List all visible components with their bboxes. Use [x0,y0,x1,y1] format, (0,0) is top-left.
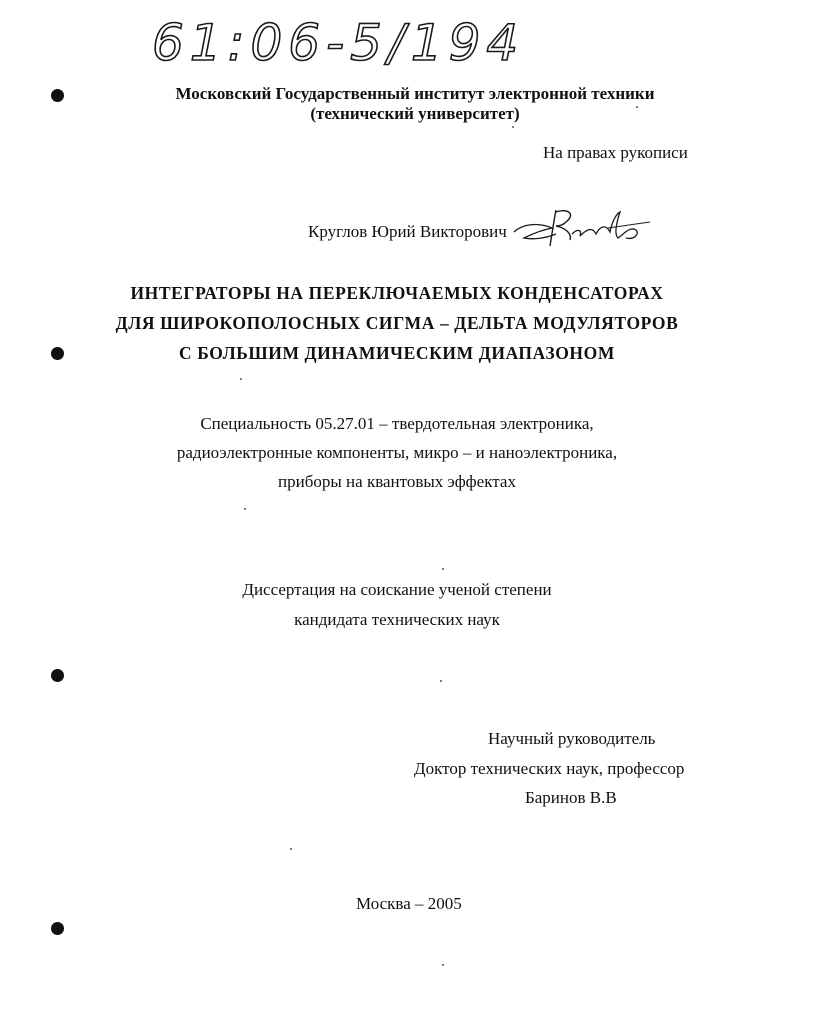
punch-hole [51,669,64,682]
place-year: Москва – 2005 [356,894,462,913]
scan-speck [512,126,514,128]
thesis-title-line: ИНТЕГРАТОРЫ НА ПЕРЕКЛЮЧАЕМЫХ КОНДЕНСАТОРАХ [130,283,664,303]
handwritten-archive-code [150,8,525,72]
scan-speck [240,378,242,380]
specialty-line: Специальность 05.27.01 – твердотельная электроника, [200,414,594,433]
institution-name: Московский Государственный институт электронной техники [175,84,655,103]
rights-notice: На правах рукописи [543,143,688,162]
svg-text:61:06-5/194: 61:06-5/194 [152,14,525,72]
scan-speck [440,680,442,682]
degree-line: кандидата технических наук [294,610,500,629]
scan-speck [442,964,444,966]
scan-speck [442,568,444,570]
scan-speck [244,508,246,510]
degree-line: Диссертация на соискание ученой степени [242,580,552,599]
supervisor-role: Научный руководитель [488,729,656,748]
supervisor-name: Баринов В.В [525,788,617,807]
punch-hole [51,922,64,935]
scan-speck [636,106,638,108]
specialty-line: радиоэлектронные компоненты, микро – и наноэлектроника, [176,443,618,462]
specialty-line: приборы на квантовых эффектах [278,472,516,491]
author-name: Круглов Юрий Викторович [308,222,507,241]
thesis-title-line: ДЛЯ ШИРОКОПОЛОСНЫХ СИГМА – ДЕЛЬТА МОДУЛЯТОРОВ [115,313,679,333]
scan-speck [290,848,292,850]
thesis-title-line: С БОЛЬШИМ ДИНАМИЧЕСКИМ ДИАПАЗОНОМ [179,343,615,363]
author-signature [512,204,652,252]
supervisor-title: Доктор технических наук, профессор [414,759,685,778]
institution-subtitle: (технический университет) [310,104,520,123]
